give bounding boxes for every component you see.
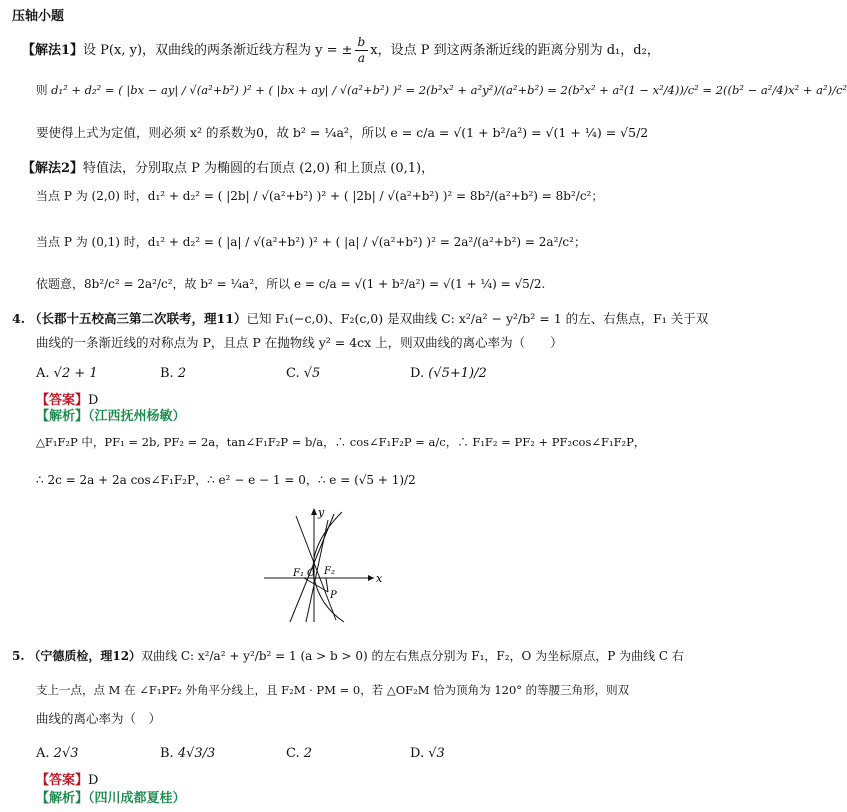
q5-line1 [12, 650, 684, 664]
method1-line3: 要使得上式为定值，则必须 x² 的系数为0，故 b² = ¼a²，所以 e = c/a = √(1 + b²/a²) = √(1 + ¼) = √5/2 [36, 125, 649, 140]
q4-option-c: C. √5 [286, 366, 321, 381]
q5-line3: 曲线的离心率为（ ） [36, 711, 162, 726]
hyperbola-figure [262, 506, 392, 624]
q5-text1: 双曲线 C: x²/a² + y²/b² = 1 (a > b > 0) 的左右焦点分别为 F₁，F₂，O 为坐标原点，P 为曲线 C 右 [141, 649, 684, 663]
origin-label: O [307, 568, 316, 579]
q5-answer-value: D [88, 773, 99, 788]
q5-option-c: C. 2 [286, 746, 313, 761]
method2-line2: 当点 P 为 (2,0) 时，d₁² + d₂² = ( |2b| / √(a²+b²) )² + ( |2b| / √(a²+b²) )² = 8b²/(a²+b²) = 8b²/c²； [36, 189, 604, 203]
q4-option-b: B. 2 [160, 366, 187, 381]
q4-line2: 曲线的一条渐近线的对称点为 P，且点 P 在抛物线 y² = 4cx 上，则双曲线的离心率为（ ） [36, 335, 563, 350]
method1-expression: d₁² + d₂² = ( |bx − ay| / √(a²+b²) )² + ( |bx + ay| / √(a²+b²) )² = 2(b²x² + a²y²)/(a²+b²) = 2(b²x² + a²(1 − x²/4))/c² = 2((b² − a²/4)x² + a²)/c² [51, 83, 847, 97]
q4-analysis-label: 【解析】 [36, 409, 89, 424]
method2-text: 特值法，分别取点 P 为椭圆的右顶点 (2,0) 和上顶点 (0,1)， [83, 161, 435, 176]
q4-solution-line2: ∴ 2c = 2a + 2a cos∠F₁F₂P，∴ e² − e − 1 = 0，∴ e = (√5 + 1)/2 [36, 473, 416, 487]
q5-number: 5. [12, 649, 25, 663]
q4-answer [36, 394, 98, 409]
q4-answer-label: 【答案】 [36, 393, 89, 408]
x-label: x [376, 572, 383, 585]
q4-source: （长郡十五校高三第二次联考，理11） [29, 311, 247, 326]
q5-option-b: B. 4√3/3 [160, 746, 216, 761]
q5-line2: 支上一点，点 M 在 ∠F₁PF₂ 外角平分线上，且 F₂M · PM = 0，若 △OF₂M 恰为顶角为 120° 的等腰三角形，则双 [36, 683, 630, 697]
q5-analysis-label: 【解析】 [36, 791, 89, 806]
y-axis-arrow [311, 508, 317, 515]
q4-number: 4. [12, 311, 26, 326]
q5-source: （宁德质检，理12） [28, 649, 142, 663]
q5-analysis-heading [36, 792, 186, 807]
f2-label: F₂ [324, 566, 335, 577]
segment-f2-p [326, 578, 328, 592]
method1-line1 [22, 36, 660, 65]
y-label: y [318, 506, 325, 519]
q4-analysis-heading [36, 410, 186, 425]
x-axis-arrow [368, 575, 374, 581]
page-title: 压轴小题 [12, 9, 65, 24]
q4-analysis-source: （江西抚州杨敏） [88, 409, 186, 424]
method2-line4: 依题意，8b²/c² = 2a²/c²，故 b² = ¼a²，所以 e = c/a = √(1 + b²/a²) = √(1 + ¼) = √5/2. [36, 277, 546, 291]
q5-answer-label: 【答案】 [36, 773, 89, 788]
f1-label: F₁ [293, 568, 304, 579]
q4-line1 [12, 312, 708, 326]
q4-solution-line1: △F₁F₂P 中，PF₁ = 2b, PF₂ = 2a，tan∠F₁F₂P = b/a，∴ cos∠F₁F₂P = a/c，∴ F₁F₂ = PF₂ + PF₂cos∠F₁F₂P， [36, 435, 646, 449]
method2-label: 【解法2】 [22, 161, 84, 176]
asymptote-fraction: $\frac{b}{a}$ [355, 36, 369, 65]
q5-option-d: D. √3 [410, 746, 445, 761]
q4-option-a: A. √2 + 1 [36, 366, 98, 381]
q5-answer [36, 774, 98, 789]
q4-answer-value: D [88, 393, 99, 408]
method1-line2 [36, 84, 847, 97]
q5-analysis-source: （四川成都夏桂） [88, 791, 186, 806]
q5-option-a: A. 2√3 [36, 746, 79, 761]
method1-text-b: x，设点 P 到这两条渐近线的距离分别为 d₁，d₂， [370, 43, 660, 59]
p-label: P [330, 590, 337, 601]
segment-f1-p [304, 578, 328, 592]
method1-text-a: 设 P(x, y)，双曲线的两条渐近线方程为 y = ± [83, 43, 353, 59]
method1-then: 则 [36, 83, 48, 97]
q4-text1: 已知 F₁(−c,0)、F₂(c,0) 是双曲线 C: x²/a² − y²/b² = 1 的左、右焦点，F₁ 关于双 [246, 311, 709, 326]
q4-option-d: D. (√5+1)/2 [410, 366, 487, 381]
method1-label: 【解法1】 [22, 43, 84, 59]
method2-line3: 当点 P 为 (0,1) 时，d₁² + d₂² = ( |a| / √(a²+b²) )² + ( |a| / √(a²+b²) )² = 2a²/(a²+b²) = 2a²/c²； [36, 235, 586, 249]
method2-line1 [22, 162, 434, 177]
